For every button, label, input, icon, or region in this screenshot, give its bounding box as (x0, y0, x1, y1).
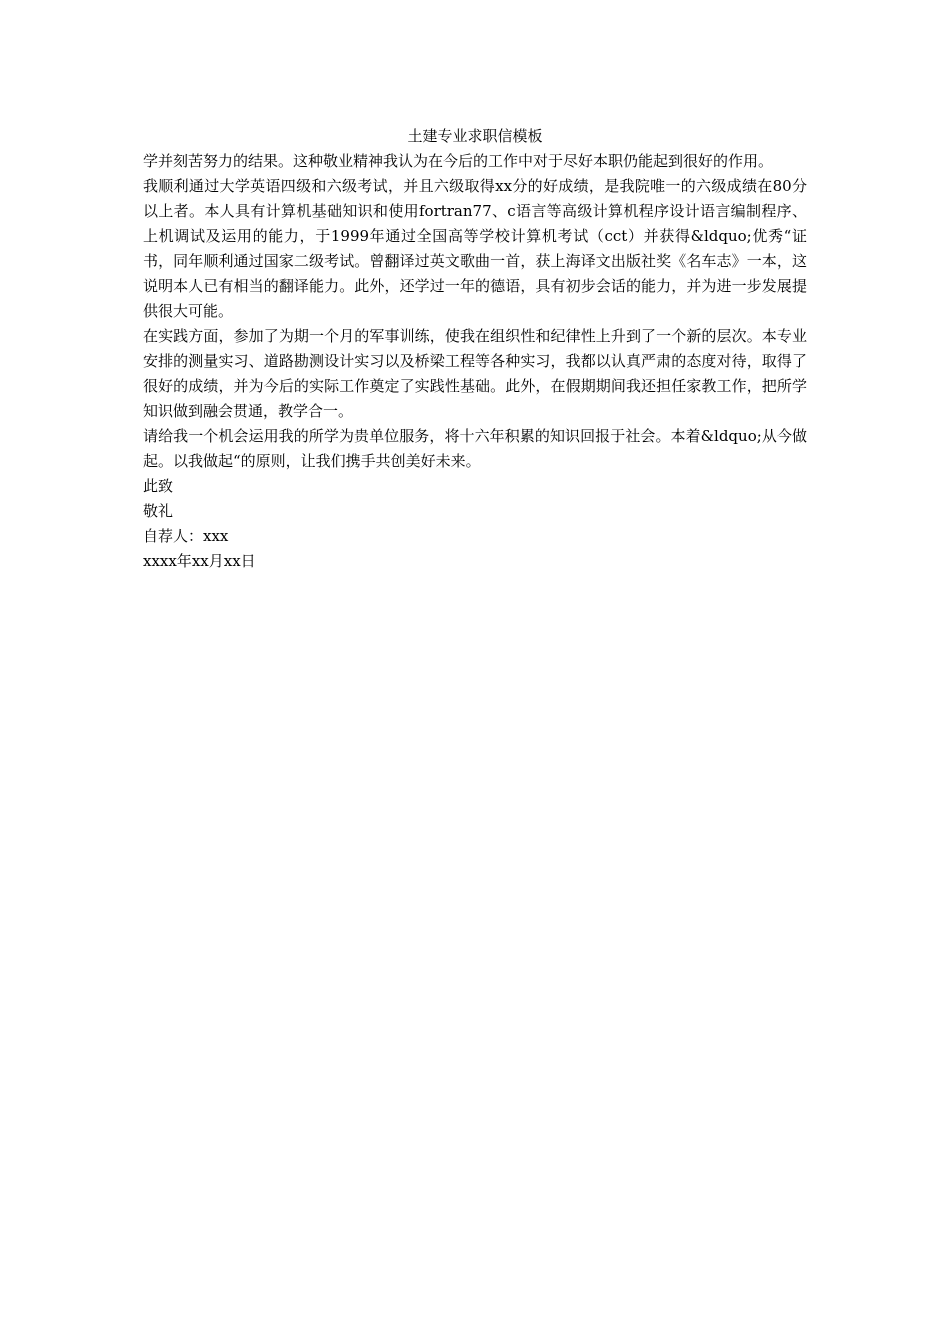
closing-line: 此致 (143, 477, 174, 495)
document-page (143, 124, 807, 574)
paragraph-1: 学并刻苦努力的结果。这种敬业精神我认为在今后的工作中对于尽好本职仍能起到很好的作用。 (143, 152, 774, 170)
paragraph-3: 在实践方面，参加了为期一个月的军事训练，使我在组织性和纪律性上升到了一个新的层次。本专业安排的测量实习、道路勘测设计实习以及桥梁工程等各种实习，我都以认真严肃的态度对待，取得了很好的成绩，并为今后的实际工作奠定了实践性基础。此外，在假期期间我还担任家教工作，把所学知识做到融会贯通，教学合一。 (143, 327, 807, 420)
paragraph-4: 请给我一个机会运用我的所学为贵单位服务，将十六年积累的知识回报于社会。本着&ldquo;从今做起。以我做起“的原则，让我们携手共创美好未来。 (143, 427, 807, 470)
date-line: xxxx年xx月xx日 (143, 552, 256, 570)
document-title: 土建专业求职信模板 (407, 127, 543, 145)
paragraph-2: 我顺利通过大学英语四级和六级考试，并且六级取得xx分的好成绩，是我院唯一的六级成绩在80分以上者。本人具有计算机基础知识和使用fortran77、c语言等高级计算机程序设计语言编制程序、上机调试及运用的能力，于1999年通过全国高等学校计算机考试（cct）并获得&ldquo;优秀“证书，同年顺利通过国家二级考试。曾翻译过英文歌曲一首，获上海译文出版社奖《名车志》一本，这说明本人已有相当的翻译能力。此外，还学过一年的德语，具有初步会话的能力，并为进一步发展提供很大可能。 (143, 177, 807, 320)
salutation-line: 敬礼 (143, 502, 174, 520)
signature-line: 自荐人：xxx (143, 527, 229, 545)
